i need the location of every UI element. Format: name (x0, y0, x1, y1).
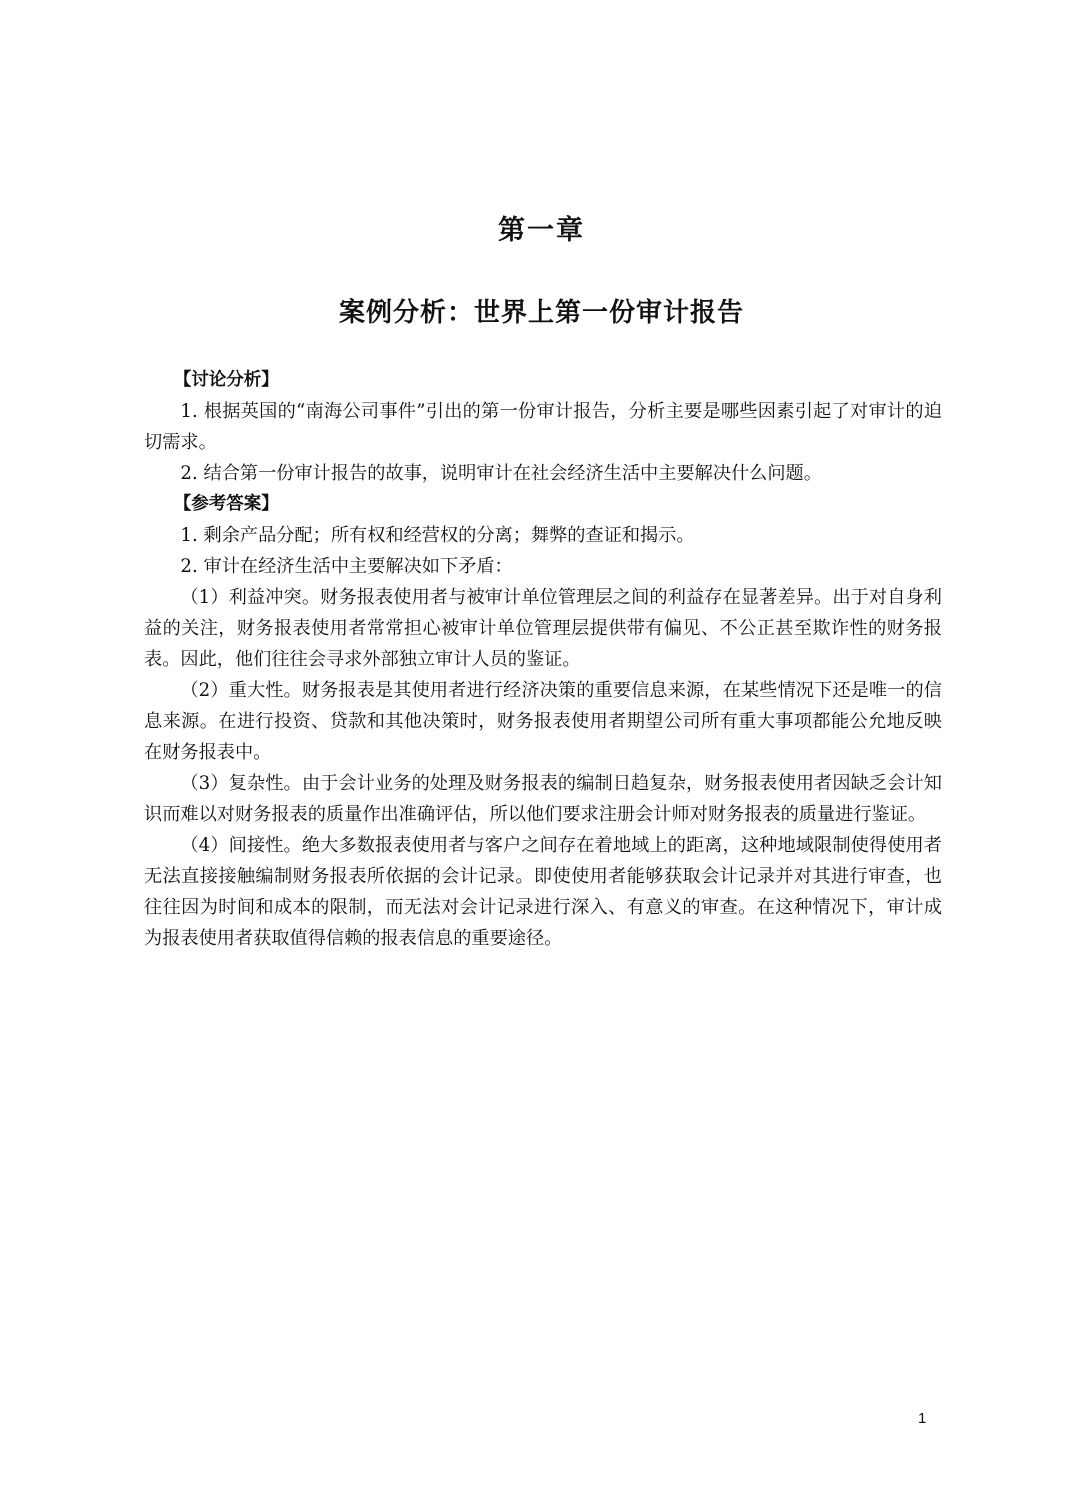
answer-item-1: 1. 剩余产品分配；所有权和经营权的分离；舞弊的查证和揭示。 (180, 525, 695, 546)
answer-heading: 【参考答案】 (173, 494, 279, 514)
case-title: 案例分析：世界上第一份审计报告 (338, 298, 744, 328)
answer-item-2: 2. 审计在经济生活中主要解决如下矛盾： (180, 556, 513, 577)
answer-paragraph-materiality: （2）重大性。财务报表是其使用者进行经济决策的重要信息来源，在某些情况下还是唯一的信息来源。在进行投资、贷款和其他决策时，财务报表使用者期望公司所有重大事项都能公允地反映在财务报表中。 (144, 680, 942, 763)
chapter-title: 第一章 (498, 215, 585, 246)
body-text (144, 365, 942, 954)
discussion-item-2: 2. 结合第一份审计报告的故事，说明审计在社会经济生活中主要解决什么问题。 (180, 463, 822, 484)
discussion-heading: 【讨论分析】 (173, 370, 279, 390)
answer-paragraph-complexity: （3）复杂性。由于会计业务的处理及财务报表的编制日趋复杂，财务报表使用者因缺乏会计知识而难以对财务报表的质量作出准确评估，所以他们要求注册会计师对财务报表的质量进行鉴证。 (144, 773, 942, 825)
discussion-item-1: 1. 根据英国的“南海公司事件”引出的第一份审计报告，分析主要是哪些因素引起了对审计的迫切需求。 (144, 401, 942, 453)
answer-paragraph-conflict: （1）利益冲突。财务报表使用者与被审计单位管理层之间的利益存在显著差异。出于对自身利益的关注，财务报表使用者常常担心被审计单位管理层提供带有偏见、不公正甚至欺诈性的财务报表。因此，他们往往会寻求外部独立审计人员的鉴证。 (144, 587, 942, 670)
answer-paragraph-remoteness: （4）间接性。绝大多数报表使用者与客户之间存在着地域上的距离，这种地域限制使得使用者无法直接接触编制财务报表所依据的会计记录。即使使用者能够获取会计记录并对其进行审查，也往往因为时间和成本的限制，而无法对会计记录进行深入、有意义的审查。在这种情况下，审计成为报表使用者获取值得信赖的报表信息的重要途径。 (144, 835, 942, 949)
page-number: 1 (918, 1410, 927, 1427)
